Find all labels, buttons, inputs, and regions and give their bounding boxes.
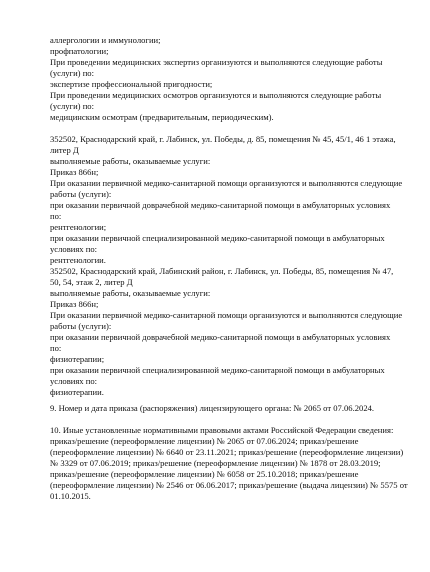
text-line: (переоформление лицензии) № 6640 от 23.11.2021; приказ/решение (переоформление лицензии) — [50, 447, 404, 457]
address-line: 352502, Краснодарский край, Лабинский район, г. Лабинск, ул. Победы, 85, помещения № 47, — [50, 266, 394, 276]
text-line: рентгенологии; — [50, 222, 107, 232]
text-line: работы (услуги): — [50, 321, 112, 331]
text-line: При проведении медицинских экспертиз организуются и выполняются следующие работы — [50, 57, 383, 67]
text-line: 10. Иные установленные нормативными правовыми актами Российской Федерации сведения: — [50, 425, 394, 435]
text-line: физиотерапии. — [50, 387, 104, 397]
address-section-2 — [50, 266, 403, 398]
license-order-text: 9. Номер и дата приказа (распоряжения) лицензирующего органа: № 2065 от 07.06.2024. — [50, 403, 375, 413]
text-line: (переоформление лицензии) № 2546 от 06.06.2017; приказ/решение (выдача лицензии) № 5575 от — [50, 480, 408, 490]
text-line: выполняемые работы, оказываемые услуги: — [50, 288, 211, 298]
text-line: профпатологии; — [50, 46, 109, 56]
text-line: (услуги) по: — [50, 101, 94, 111]
text-line: При оказании первичной медико-санитарной помощи организуются и выполняются следующие — [50, 178, 403, 188]
text-line: (услуги) по: — [50, 68, 94, 78]
text-line: при оказании первичной специализированной медико-санитарной помощи в амбулаторных — [50, 233, 385, 243]
address-line: литер Д — [50, 145, 79, 155]
text-line: При проведении медицинских осмотров организуются и выполняются следующие работы — [50, 90, 382, 100]
text-line: приказ/решение (переоформление лицензии) № 6058 от 25.10.2018; приказ/решение — [50, 469, 359, 479]
text-line: приказ/решение (переоформление лицензии) № 2065 от 07.06.2024; приказ/решение — [50, 436, 359, 446]
text-line: рентгенологии. — [50, 255, 106, 265]
license-order-section — [50, 403, 395, 414]
text-line: условиях по: — [50, 244, 98, 254]
text-line: аллергологии и иммунологии; — [50, 35, 161, 45]
address-line: 352502, Краснодарский край, г. Лабинск, ул. Победы, д. 85, помещения № 45, 45/1, 46 1 этажа, — [50, 134, 396, 144]
text-line: по: — [50, 343, 62, 353]
address-line: 50, 54, этаж 2, литер Д — [50, 277, 133, 287]
text-line: условиях по: — [50, 376, 98, 386]
text-line: При оказании первичной медико-санитарной помощи организуются и выполняются следующие — [50, 310, 403, 320]
text-line: экспертизе профессиональной пригодности; — [50, 79, 213, 89]
text-line: выполняемые работы, оказываемые услуги: — [50, 156, 211, 166]
text-line: № 3329 от 07.06.2019; приказ/решение (переоформление лицензии) № 1878 от 28.03.2019; — [50, 458, 381, 468]
services-continued-section — [50, 35, 395, 123]
text-line: при оказании первичной доврачебной медико-санитарной помощи в амбулаторных условиях — [50, 332, 391, 342]
text-line: физиотерапии; — [50, 354, 105, 364]
text-line: по: — [50, 211, 62, 221]
text-line: Приказ 866н; — [50, 299, 99, 309]
text-line: 01.10.2015. — [50, 491, 91, 501]
text-line: при оказании первичной специализированной медико-санитарной помощи в амбулаторных — [50, 365, 385, 375]
text-line: Приказ 866н; — [50, 167, 99, 177]
text-line: работы (услуги): — [50, 189, 112, 199]
additional-info-section — [50, 425, 408, 502]
address-section-1 — [50, 134, 403, 266]
text-line: при оказании первичной доврачебной медико-санитарной помощи в амбулаторных условиях — [50, 200, 391, 210]
text-line: медицинским осмотрам (предварительным, периодическим). — [50, 112, 274, 122]
